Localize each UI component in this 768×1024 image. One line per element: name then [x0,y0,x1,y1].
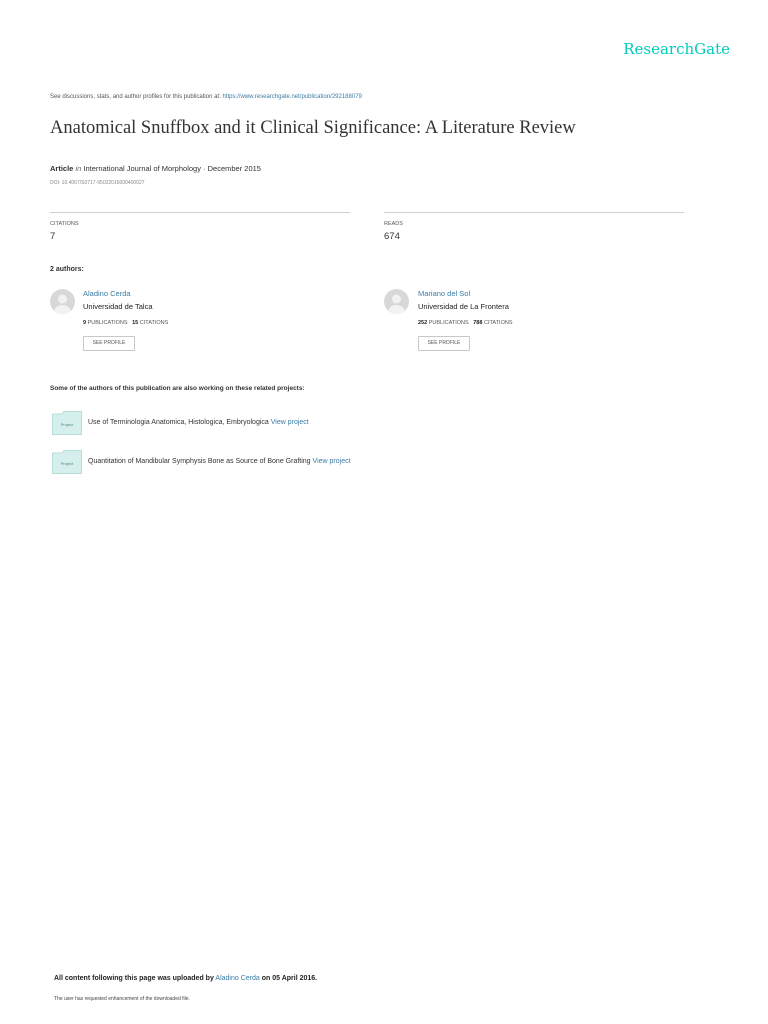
journal-info: International Journal of Morphology · December 2015 [83,164,261,173]
user-silhouette-icon [384,289,409,314]
publication-link[interactable]: https://www.researchgate.net/publication/292188079 [222,94,362,100]
citations-value: 7 [50,231,56,242]
page-title: Anatomical Snuffbox and it Clinical Significance: A Literature Review [50,118,576,138]
authors-heading: 2 authors: [50,266,84,273]
reads-label: READS [384,221,403,227]
avatar[interactable] [50,289,75,314]
article-type: Article [50,164,74,173]
projects-heading: Some of the authors of this publication are also working on these related projects: [50,385,305,392]
author-name[interactable]: Mariano del Sol [418,289,471,298]
discussion-text: See discussions, stats, and author profiles for this publication at: [50,94,223,100]
see-profile-button[interactable]: SEE PROFILE [418,336,470,351]
citations-count: 15 [132,320,139,326]
project-title: Quantitation of Mandibular Symphysis Bone as Source of Bone Grafting [88,458,311,465]
upload-prefix: All content following this page was uploaded by [54,975,214,982]
citations-label: CITATIONS [50,221,79,227]
citations-count: 788 [473,320,483,326]
view-project-link[interactable]: View project [270,419,309,426]
researchgate-logo[interactable]: ResearchGate [623,40,730,58]
view-project-link[interactable]: View project [312,458,351,465]
author-name[interactable]: Aladino Cerda [83,289,131,298]
publications-count: 9 [83,320,87,326]
doi: DOI: 10.4067/S0717-95022015000400027 [50,180,145,186]
reads-divider [384,212,684,213]
article-meta [50,164,261,173]
discussion-line [50,94,362,100]
publications-label: PUBLICATIONS [428,320,469,326]
avatar[interactable] [384,289,409,314]
enhancement-note: The user has requested enhancement of the downloaded file. [54,996,190,1002]
uploader-link[interactable]: Aladino Cerda [215,975,260,982]
project-badge: Project [60,461,74,466]
reads-value: 674 [384,231,400,242]
publications-label: PUBLICATIONS [87,320,128,326]
citations-label: CITATIONS [483,320,513,326]
author-stats [418,320,513,326]
upload-suffix: on 05 April 2016. [261,975,318,982]
project-title: Use of Terminologia Anatomica, Histologica, Embryologica [88,419,269,426]
citations-label: CITATIONS [139,320,169,326]
user-silhouette-icon [50,289,75,314]
citations-divider [50,212,350,213]
project-folder-icon [52,450,82,474]
publications-count: 252 [418,320,428,326]
author-stats [83,320,168,326]
project-folder-icon [52,411,82,435]
project-item [88,419,309,426]
project-item [88,458,351,465]
project-badge: Project [60,422,74,427]
author-affiliation: Universidad de Talca [83,302,153,311]
author-affiliation: Universidad de La Frontera [418,302,509,311]
article-in: in [75,164,82,173]
upload-note [54,975,317,982]
see-profile-button[interactable]: SEE PROFILE [83,336,135,351]
